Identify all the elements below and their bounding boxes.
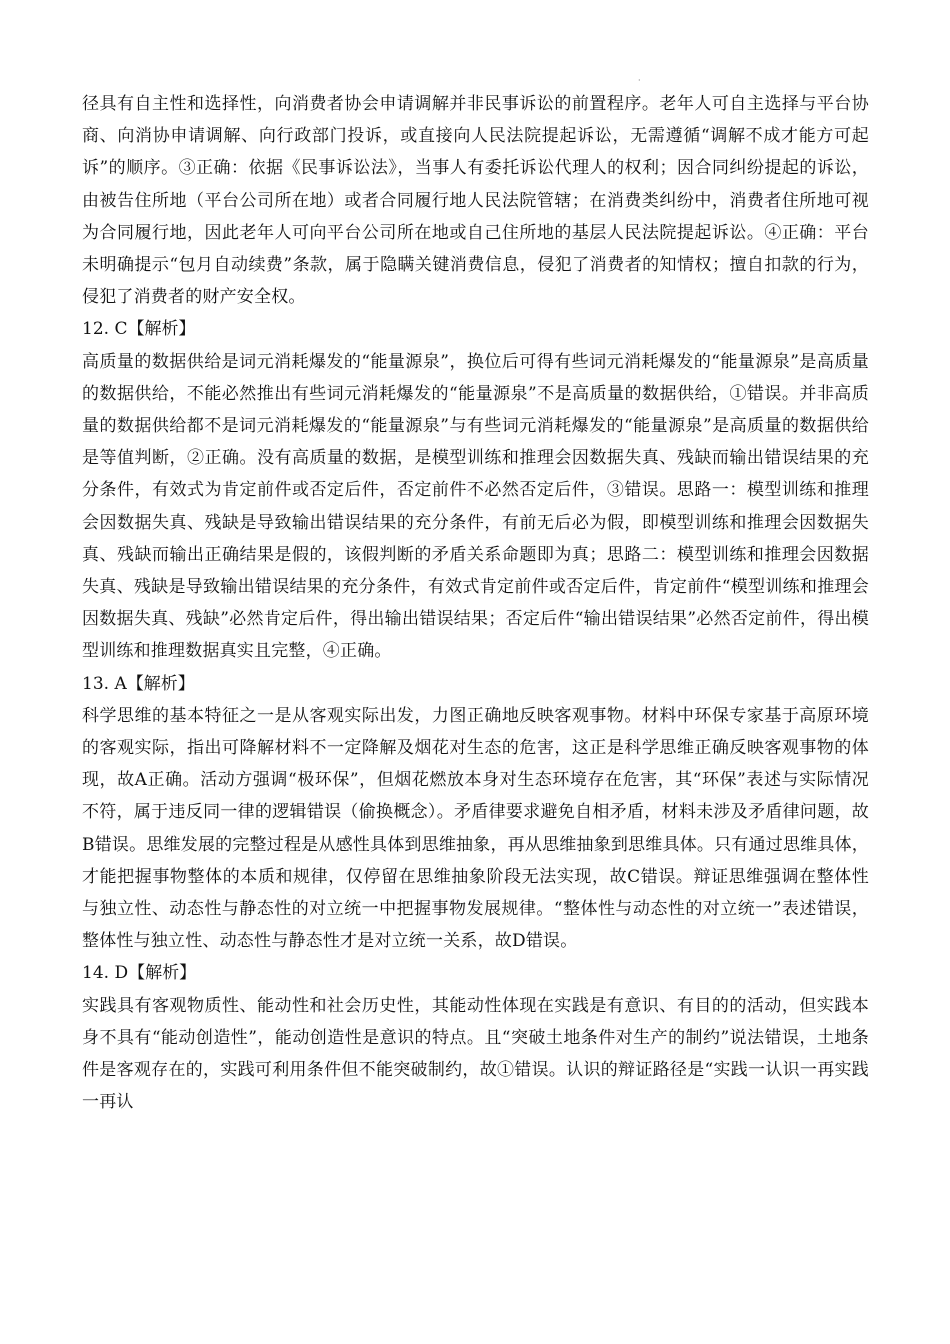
stray-dot-mark: · — [638, 76, 641, 85]
document-page — [82, 88, 869, 1119]
paragraph-answer-12: 高质量的数据供给是词元消耗爆发的“能量源泉”，换位后可得有些词元消耗爆发的“能量源泉”是高质量的数据供给，不能必然推出有些词元消耗爆发的“能量源泉”不是高质量的数据供给，①错误。并非高质量的数据供给都不是词元消耗爆发的“能量源泉”与有些词元消耗爆发的“能量源泉”是高质量的数据供给是等值判断，②正确。没有高质量的数据，是模型训练和推理会因数据失真、残缺而输出错误结果的充分条件，有效式为肯定前件或否定后件，否定前件不必然否定后件，③错误。思路一：模型训练和推理会因数据失真、残缺是导致输出错误结果的充分条件，有前无后必为假，即模型训练和推理会因数据失真、残缺而输出正确结果是假的，该假判断的矛盾关系命题即为真；思路二：模型训练和推理会因数据失真、残缺是导致输出错误结果的充分条件，有效式肯定前件或否定后件，肯定前件“模型训练和推理会因数据失真、残缺”必然肯定后件，得出输出错误结果；否定后件“输出错误结果”必然否定前件，得出模型训练和推理数据真实且完整，④正确。 — [82, 351, 869, 662]
paragraph-answer-14: 实践具有客观物质性、能动性和社会历史性，其能动性体现在实践是有意识、有目的的活动，但实践本身不具有“能动创造性”，能动创造性是意识的特点。且“突破土地条件对生产的制约”说法错误，土地条件是客观存在的，实践可利用条件但不能突破制约，故①错误。认识的辩证路径是“实践一认识一再实践一再认 — [82, 995, 869, 1113]
paragraph-answer-13: 科学思维的基本特征之一是从客观实际出发，力图正确地反映客观事物。材料中环保专家基于高原环境的客观实际，指出可降解材料不一定降解及烟花对生态的危害，这正是科学思维正确反映客观事物的体现，故A正确。活动方强调“极环保”，但烟花燃放本身对生态环境存在危害，其“环保”表述与实际情况不符，属于违反同一律的逻辑错误（偷换概念）。矛盾律要求避免自相矛盾，材料未涉及矛盾律问题，故B错误。思维发展的完整过程是从感性具体到思维抽象，再从思维抽象到思维具体。只有通过思维具体，才能把握事物整体的本质和规律，仅停留在思维抽象阶段无法实现，故C错误。辩证思维强调在整体性与独立性、动态性与静态性的对立统一中把握事物发展规律。“整体性与动态性的对立统一”表述错误，整体性与独立性、动态性与静态性才是对立统一关系，故D错误。 — [82, 705, 869, 952]
heading-question-13: 13. A【解析】 — [82, 673, 195, 694]
heading-question-14: 14. D【解析】 — [82, 963, 197, 984]
paragraph-answer-11-continued: 径具有自主性和选择性，向消费者协会申请调解并非民事诉讼的前置程序。老年人可自主选择与平台协商、向消协申请调解、向行政部门投诉，或直接向人民法院提起诉讼，无需遵循“调解不成才能方可起诉”的顺序。③正确：依据《民事诉讼法》，当事人有委托诉讼代理人的权利；因合同纠纷提起的诉讼，由被告住所地（平台公司所在地）或者合同履行地人民法院管辖；在消费类纠纷中，消费者住所地可视为合同履行地，因此老年人可向平台公司所在地或自己住所地的基层人民法院提起诉讼。④正确：平台未明确提示“包月自动续费”条款，属于隐瞒关键消费信息，侵犯了消费者的知情权；擅自扣款的行为，侵犯了消费者的财产安全权。 — [82, 94, 869, 308]
heading-question-12: 12. C【解析】 — [82, 319, 196, 340]
